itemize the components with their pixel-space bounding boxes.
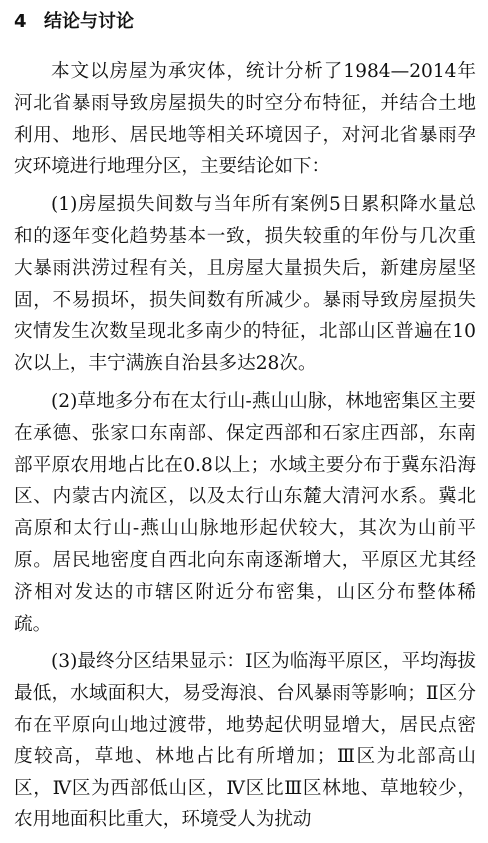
section-title: 结论与讨论 — [44, 11, 134, 32]
paragraph-intro: 本文以房屋为承灾体，统计分析了1984—2014年河北省暴雨导致房屋损失的时空分布特征，并结合土地利用、地形、居民地等相关环境因子，对河北省暴雨孕灾环境进行地理分区，主要结论如下： — [14, 61, 476, 178]
paragraph-conclusion-3: (3)最终分区结果显示：Ⅰ区为临海平原区，平均海拔最低，水域面积大，易受海浪、台风暴雨等影响；Ⅱ区分布在平原向山地过渡带，地势起伏明显增大，居民点密度较高，草地、林地占比有所增加；Ⅲ区为北部高山区，Ⅳ区为西部低山区，Ⅳ区比Ⅲ区林地、草地较少，农用地面积比重大，环境受人为扰动 — [14, 651, 476, 831]
paragraph-conclusion-1: (1)房屋损失间数与当年所有案例5日累积降水量总和的逐年变化趋势基本一致，损失较重的年份与几次重大暴雨洪涝过程有关，且房屋大量损失后，新建房屋坚固，不易损坏，损失间数有所减少。暴雨导致房屋损失灾情发生次数呈现北多南少的特征，北部山区普遍在10次以上，丰宁满族自治县多达28次。 — [14, 194, 476, 375]
section-heading — [14, 8, 476, 40]
section-number: 4 — [14, 11, 27, 32]
paragraph-conclusion-2: (2)草地多分布在太行山-燕山山脉，林地密集区主要在承德、张家口东南部、保定西部和石家庄西部，东南部平原农用地占比在0.8以上；水域主要分布于冀东沿海区、内蒙古内流区，以及太行山东麓大清河水系。冀北高原和太行山-燕山山脉地形起伏较大，其次为山前平原。居民地密度自西北向东南逐渐增大，平原区尤其经济相对发达的市辖区附近分布密集，山区分布整体稀疏。 — [14, 390, 476, 635]
paper-page — [14, 8, 476, 842]
